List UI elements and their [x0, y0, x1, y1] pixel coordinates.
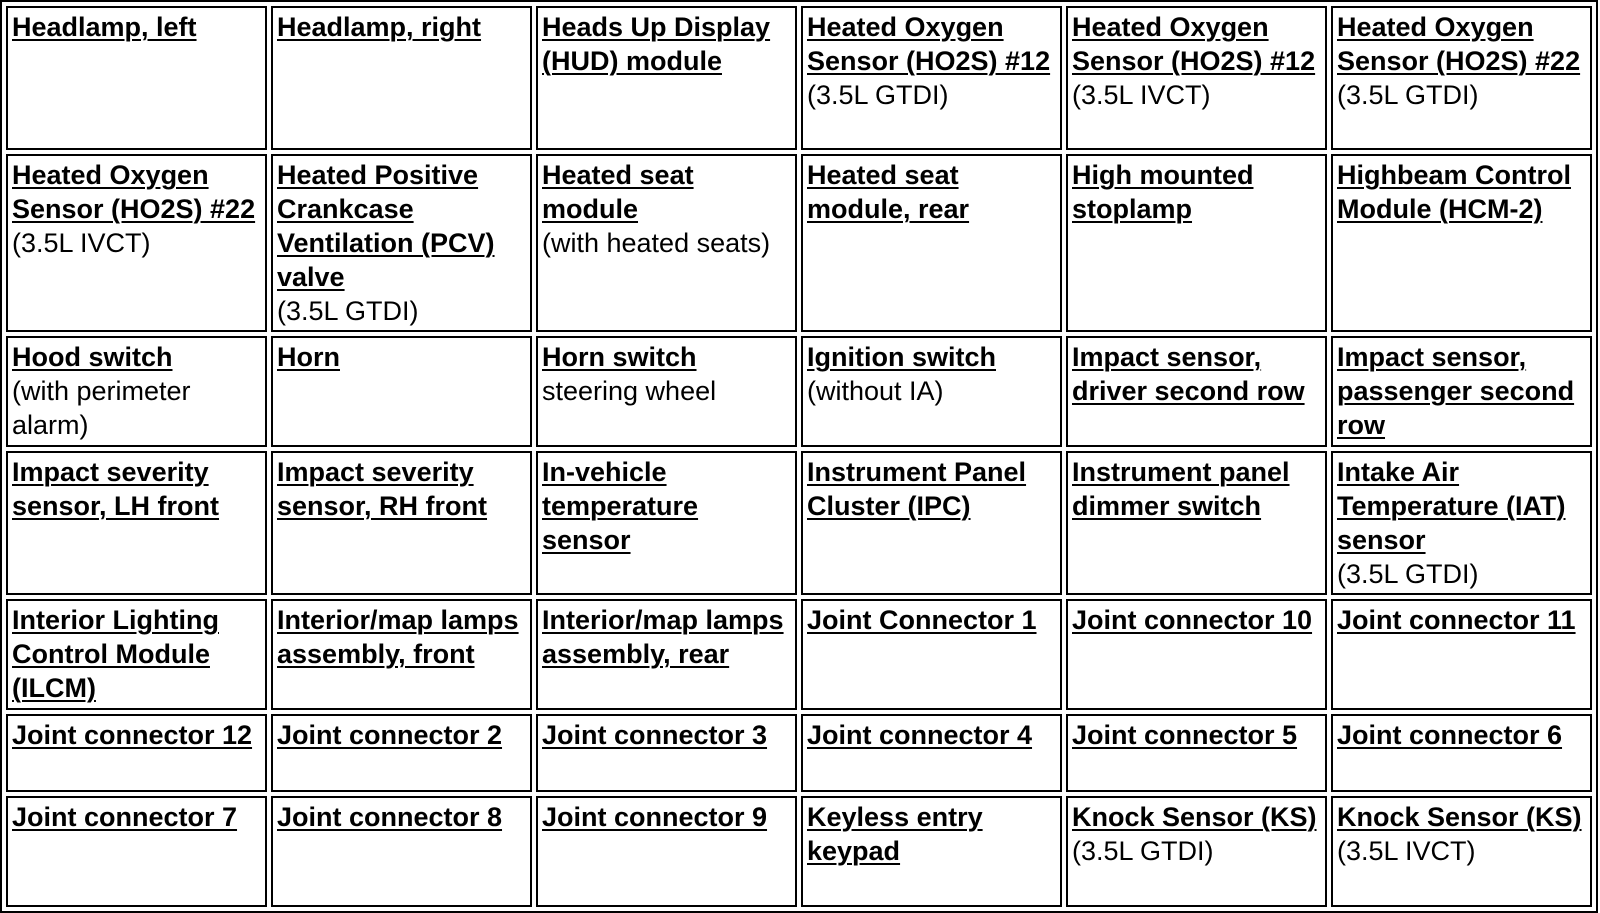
- component-link[interactable]: Heated seat module: [542, 160, 694, 224]
- table-cell: [1331, 796, 1592, 907]
- table-cell: [1331, 154, 1592, 332]
- table-cell: [271, 599, 532, 710]
- component-link[interactable]: Joint connector 8: [277, 802, 503, 832]
- table-cell: [1066, 6, 1327, 150]
- component-link[interactable]: Knock Sensor (KS): [1072, 802, 1317, 832]
- table-row: [6, 154, 1592, 332]
- table-row: [6, 336, 1592, 447]
- component-link[interactable]: Knock Sensor (KS): [1337, 802, 1582, 832]
- table-cell: [6, 796, 267, 907]
- table-cell: [1066, 154, 1327, 332]
- component-note: steering wheel: [542, 376, 717, 406]
- component-link[interactable]: Highbeam Control Module (HCM-2): [1337, 160, 1571, 224]
- table-cell: [801, 451, 1062, 595]
- table-cell: [801, 154, 1062, 332]
- table-cell: [801, 796, 1062, 907]
- table-cell: [801, 6, 1062, 150]
- table-cell: [801, 714, 1062, 792]
- component-link[interactable]: Interior/map lamps assembly, rear: [542, 605, 784, 669]
- component-link[interactable]: Joint connector 11: [1337, 605, 1576, 635]
- component-link[interactable]: Heated Oxygen Sensor (HO2S) #12: [807, 12, 1051, 76]
- component-note: (3.5L GTDI): [1072, 836, 1214, 866]
- table-cell: [1066, 336, 1327, 447]
- component-link[interactable]: Hood switch: [12, 342, 173, 372]
- component-link[interactable]: Joint connector 10: [1072, 605, 1313, 635]
- table-cell: [1331, 6, 1592, 150]
- table-cell: [536, 6, 797, 150]
- component-link[interactable]: Joint connector 12: [12, 720, 253, 750]
- component-link[interactable]: Joint connector 3: [542, 720, 768, 750]
- component-link[interactable]: In-vehicle temperature sensor: [542, 457, 699, 555]
- table-cell: [6, 6, 267, 150]
- component-link[interactable]: Keyless entry keypad: [807, 802, 983, 866]
- component-link[interactable]: Instrument Panel Cluster (IPC): [807, 457, 1027, 521]
- component-link[interactable]: Impact severity sensor, LH front: [12, 457, 220, 521]
- component-note: (3.5L IVCT): [12, 228, 151, 258]
- component-note: (3.5L IVCT): [1337, 836, 1476, 866]
- table-cell: [6, 154, 267, 332]
- table-cell: [271, 154, 532, 332]
- component-link[interactable]: Headlamp, left: [12, 12, 197, 42]
- table-row: [6, 599, 1592, 710]
- component-link[interactable]: Ignition switch: [807, 342, 996, 372]
- table-row: [6, 6, 1592, 150]
- table-cell: [1066, 796, 1327, 907]
- table-cell: [536, 154, 797, 332]
- table-cell: [536, 336, 797, 447]
- component-note: (without IA): [807, 376, 944, 406]
- table-cell: [801, 599, 1062, 710]
- table-cell: [1331, 451, 1592, 595]
- component-link[interactable]: Joint connector 4: [807, 720, 1033, 750]
- table-cell: [1066, 714, 1327, 792]
- component-link[interactable]: Joint connector 6: [1337, 720, 1563, 750]
- component-link[interactable]: Joint connector 9: [542, 802, 768, 832]
- table-cell: [536, 451, 797, 595]
- table-cell: [271, 714, 532, 792]
- component-link[interactable]: Horn switch: [542, 342, 697, 372]
- component-link[interactable]: Instrument panel dimmer switch: [1072, 457, 1290, 521]
- table-row: [6, 451, 1592, 595]
- table-cell: [801, 336, 1062, 447]
- table-cell: [271, 451, 532, 595]
- component-link[interactable]: Joint connector 7: [12, 802, 238, 832]
- table-cell: [1066, 451, 1327, 595]
- component-link[interactable]: Interior Lighting Control Module (ILCM): [12, 605, 219, 703]
- table-cell: [1066, 599, 1327, 710]
- table-row: [6, 714, 1592, 792]
- table-cell: [1331, 714, 1592, 792]
- component-note: (3.5L IVCT): [1072, 80, 1211, 110]
- table-cell: [271, 796, 532, 907]
- component-link[interactable]: Heated Oxygen Sensor (HO2S) #22: [1337, 12, 1581, 76]
- table-cell: [1331, 336, 1592, 447]
- component-link[interactable]: Headlamp, right: [277, 12, 482, 42]
- component-link[interactable]: Heated Oxygen Sensor (HO2S) #12: [1072, 12, 1316, 76]
- component-note: (3.5L GTDI): [807, 80, 949, 110]
- component-link[interactable]: Intake Air Temperature (IAT) sensor: [1337, 457, 1566, 555]
- component-link[interactable]: Impact severity sensor, RH front: [277, 457, 488, 521]
- table-cell: [6, 451, 267, 595]
- component-link[interactable]: Impact sensor, passenger second row: [1337, 342, 1575, 440]
- component-note: (with perimeter alarm): [12, 376, 191, 440]
- component-link[interactable]: High mounted stoplamp: [1072, 160, 1254, 224]
- table-cell: [1331, 599, 1592, 710]
- table-row: [6, 796, 1592, 907]
- component-index-body: [6, 6, 1592, 907]
- table-cell: [271, 6, 532, 150]
- component-note: (with heated seats): [542, 228, 771, 258]
- component-link[interactable]: Joint connector 5: [1072, 720, 1298, 750]
- table-cell: [536, 796, 797, 907]
- component-link[interactable]: Joint connector 2: [277, 720, 503, 750]
- component-link[interactable]: Horn: [277, 342, 340, 372]
- table-cell: [536, 714, 797, 792]
- table-cell: [536, 599, 797, 710]
- component-link[interactable]: Heated Oxygen Sensor (HO2S) #22: [12, 160, 256, 224]
- component-link[interactable]: Heated seat module, rear: [807, 160, 970, 224]
- component-link[interactable]: Joint Connector 1: [807, 605, 1037, 635]
- component-link[interactable]: Interior/map lamps assembly, front: [277, 605, 519, 669]
- table-cell: [6, 336, 267, 447]
- table-cell: [6, 599, 267, 710]
- component-link[interactable]: Heads Up Display (HUD) module: [542, 12, 771, 76]
- component-note: (3.5L GTDI): [1337, 80, 1479, 110]
- table-cell: [271, 336, 532, 447]
- component-link[interactable]: Heated Positive Crankcase Ventilation (PCV) valve: [277, 160, 495, 292]
- table-cell: [6, 714, 267, 792]
- component-note: (3.5L GTDI): [1337, 559, 1479, 589]
- component-link[interactable]: Impact sensor, driver second row: [1072, 342, 1305, 406]
- component-note: (3.5L GTDI): [277, 296, 419, 326]
